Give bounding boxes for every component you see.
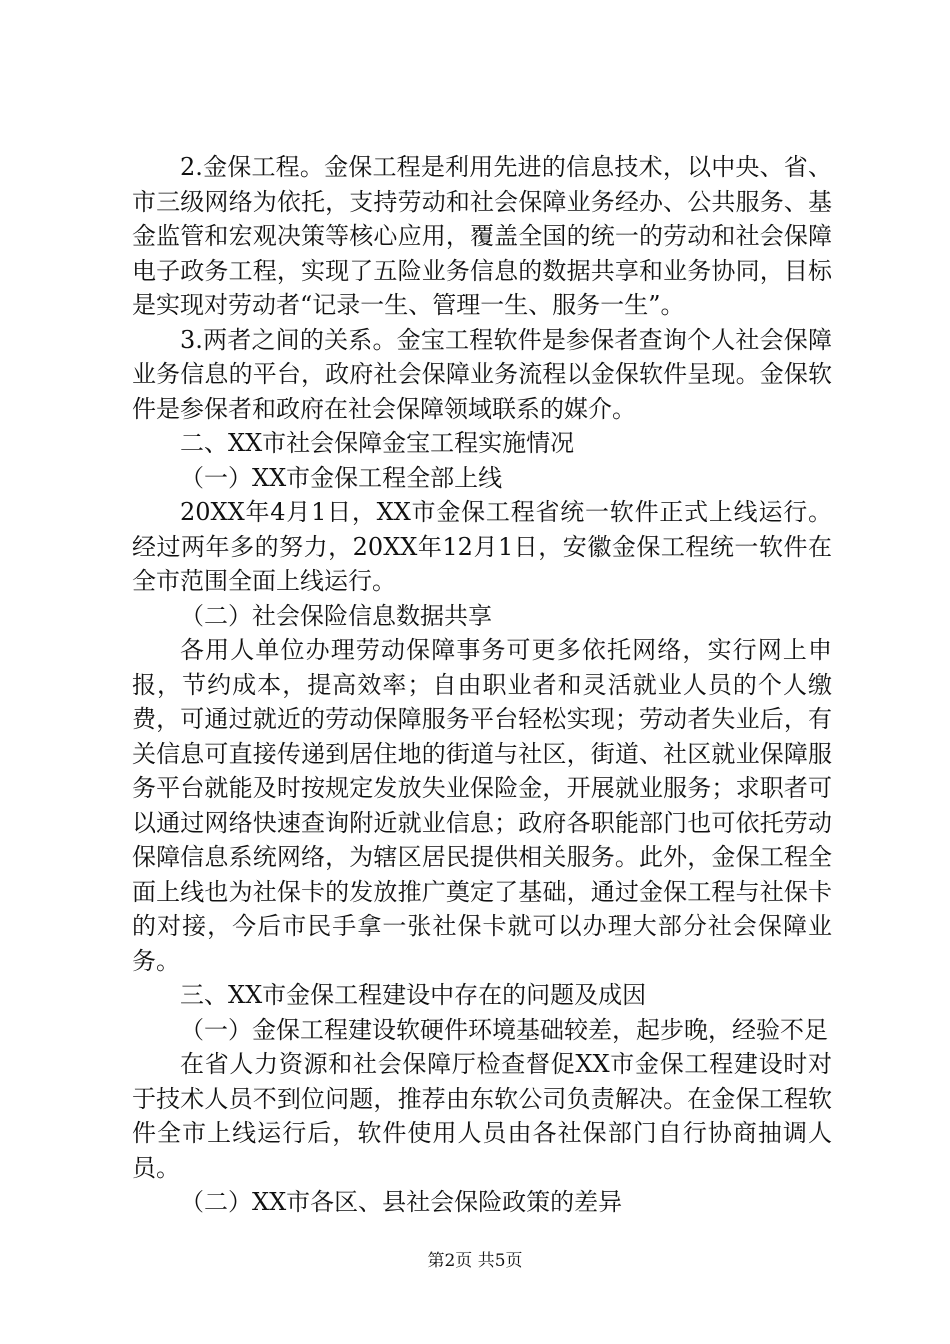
paragraph-jinbao-definition: 2.金保工程。金保工程是利用先进的信息技术，以中央、省、市三级网络为依托，支持劳动和社会保障业务经办、公共服务、基金监管和宏观决策等核心应用，覆盖全国的统一的劳动和社会保障电子政务工程，实现了五险业务信息的数据共享和业务协同，目标是实现对劳动者“记录一生、管理一生、服务一生”。 — [132, 153, 832, 319]
paragraph-data-sharing: 各用人单位办理劳动保障事务可更多依托网络，实行网上申报，节约成本，提高效率；自由职业者和灵活就业人员的个人缴费，可通过就近的劳动保障服务平台轻松实现；劳动者失业后，有关信息可直接传递到居住地的街道与社区，街道、社区就业保障服务平台就能及时按规定发放失业保险金，开展就业服务；求职者可以通过网络快速查询附近就业信息；政府各职能部门也可依托劳动保障信息系统网络，为辖区居民提供相关服务。此外，金保工程全面上线也为社保卡的发放推广奠定了基础，通过金保工程与社保卡的对接，今后市民手拿一张社保卡就可以办理大部分社会保障业务。 — [132, 636, 832, 975]
section-heading-2: 二、XX市社会保障金宝工程实施情况 — [180, 429, 575, 457]
subheading-3-1: （一）金保工程建设软硬件环境基础较差，起步晚，经验不足 — [180, 1015, 828, 1044]
paragraph-relationship: 3.两者之间的关系。金宝工程软件是参保者查询个人社会保障业务信息的平台，政府社会保障业务流程以金保软件呈现。金保软件是参保者和政府在社会保障领域联系的媒介。 — [132, 325, 832, 423]
subheading-2-1: （一）XX市金保工程全部上线 — [180, 463, 503, 492]
section-heading-3: 三、XX市金保工程建设中存在的问题及成因 — [180, 981, 647, 1009]
subheading-3-2: （二）XX市各区、县社会保险政策的差异 — [180, 1188, 623, 1216]
paragraph-technical-staff: 在省人力资源和社会保障厅检查督促XX市金保工程建设时对于技术人员不到位问题，推荐由东软公司负责解决。在金保工程软件全市上线运行后，软件使用人员由各社保部门自行协商抽调人员。 — [132, 1050, 832, 1182]
paragraph-launch: 20XX年4月1日，XX市金保工程省统一软件正式上线运行。经过两年多的努力，20XX年12月1日，安徽金保工程统一软件在全市范围全面上线运行。 — [132, 498, 832, 595]
page-number-footer: 第2页 共5页 — [427, 1251, 523, 1271]
subheading-2-2: （二）社会保险信息数据共享 — [180, 601, 492, 630]
document-body — [132, 150, 832, 1220]
